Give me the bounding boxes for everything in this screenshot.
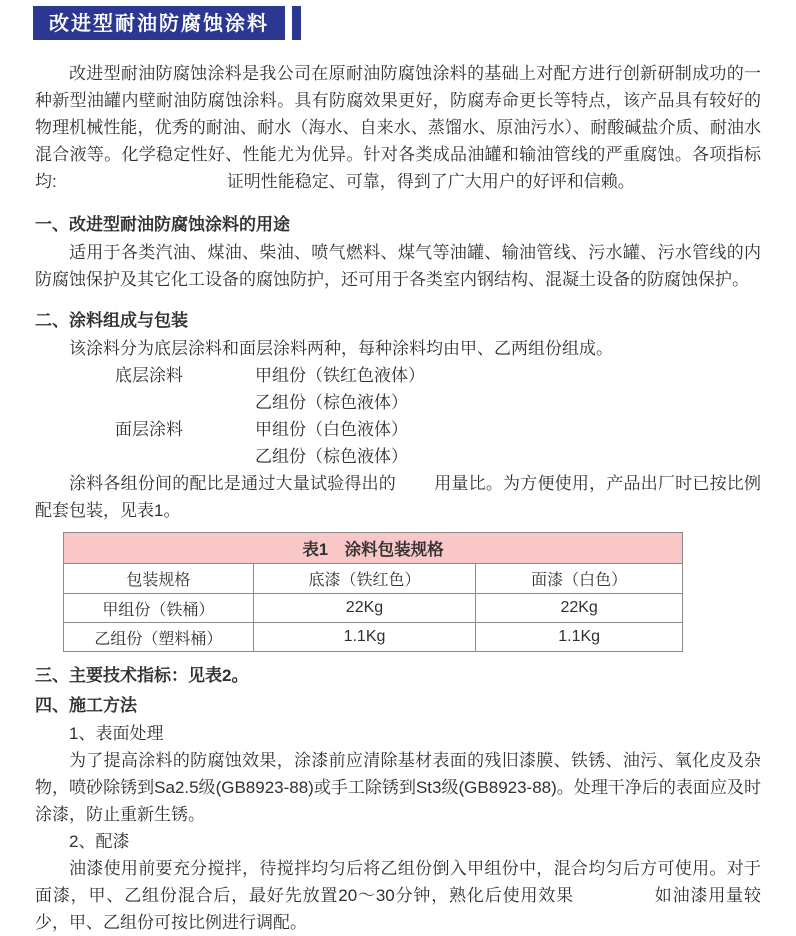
document-header (33, 6, 761, 40)
ratio-text-1: 涂料各组份间的配比是通过大量试验得出的 (69, 474, 396, 493)
component-value: 甲组份（白色液体） (255, 420, 408, 439)
table-header-cell: 包装规格 (64, 564, 254, 594)
component-label (115, 443, 255, 470)
component-row (115, 416, 761, 443)
component-row (115, 443, 761, 470)
surface-prep-body: 为了提高涂料的防腐蚀效果，涂漆前应清除基材表面的残旧漆膜、铁锈、油污、氧化皮及杂物，喷砂除锈到Sa2.5级(GB8923-88)或手工除锈到St3级(GB8923-88)。处理干净后的表面应及时涂漆，防止重新生锈。 (35, 751, 761, 824)
table-caption: 表1 涂料包装规格 (64, 533, 683, 564)
section4-heading: 四、施工方法 (35, 696, 137, 715)
mixing-paragraph (35, 855, 761, 936)
table-cell: 甲组份（铁桶） (64, 594, 254, 623)
intro-text-1: 改进型耐油防腐蚀涂料是我公司在原耐油防腐蚀涂料的基础上对配方进行创新研制成功的一种新型油罐内壁耐油防腐蚀涂料。具有防腐效果更好，防腐寿命更长等特点，该产品具有较好的物理机械性能，优秀的耐油、耐水（海水、自来水、蒸馏水、原油污水）、耐酸碱盐介质、耐油水混合液等。化学稳定性好、性能尤为优异。针对各类成品油罐和输油管线的严重腐蚀。各项指标均: (35, 64, 761, 191)
intro-text-2: 证明性能稳定、可靠，得到了广大用户的好评和信赖。 (226, 172, 635, 191)
page-title: 改进型耐油防腐蚀涂料 (33, 6, 285, 40)
table-row (64, 594, 683, 623)
table-header-row (64, 564, 683, 594)
component-value: 乙组份（棕色液体） (255, 447, 408, 466)
component-row (115, 389, 761, 416)
mixing-text-1: 油漆使用前要充分搅拌，待搅拌均匀后将乙组份倒入甲组份中，混合均匀后方可使用。对于面漆，甲、乙组份混合后，最好先放置20～30分钟，熟化后使用效果 (35, 859, 761, 905)
section3-heading: 三、主要技术指标：见表2。 (35, 666, 249, 685)
section2-intro: 该涂料分为底层涂料和面层涂料两种，每种涂料均由甲、乙两组份组成。 (69, 339, 613, 358)
section2-heading: 二、涂料组成与包装 (35, 311, 188, 330)
table-cell: 1.1Kg (253, 623, 476, 652)
packaging-table (63, 532, 683, 652)
section1-heading: 一、改进型耐油防腐蚀涂料的用途 (35, 215, 290, 234)
section1-body: 适用于各类汽油、煤油、柴油、喷气燃料、煤气等油罐、输油管线、污水罐、污水管线的内防腐蚀保护及其它化工设备的腐蚀防护，还可用于各类室内钢结构、混凝土设备的防腐蚀保护。 (35, 243, 761, 289)
surface-prep-title: 1、表面处理 (69, 724, 164, 743)
component-list (115, 362, 761, 470)
component-value: 乙组份（棕色液体） (255, 393, 408, 412)
table-cell: 乙组份（塑料桶） (64, 623, 254, 652)
mixing-text-2: 如油漆用量较少，甲、乙组份可按比例进行调配。 (35, 886, 761, 932)
title-accent-bar (292, 6, 301, 40)
table-cell: 1.1Kg (476, 623, 683, 652)
table-header-cell: 面漆（白色） (476, 564, 683, 594)
component-value: 甲组份（铁红色液体） (255, 366, 425, 385)
ratio-text-2: 用量比。为方便使用，产品出厂时已按比例配套包装，见表1。 (35, 474, 761, 520)
component-label: 底层涂料 (115, 366, 183, 385)
table-cell: 22Kg (476, 594, 683, 623)
mixing-title: 2、配漆 (69, 832, 130, 851)
component-label (115, 389, 255, 416)
table-caption-row (64, 533, 683, 564)
table-header-cell: 底漆（铁红色） (253, 564, 476, 594)
table-row (64, 623, 683, 652)
component-label: 面层涂料 (115, 420, 183, 439)
intro-paragraph (35, 60, 761, 195)
component-row (115, 362, 761, 389)
table-cell: 22Kg (253, 594, 476, 623)
ratio-paragraph (35, 470, 761, 524)
